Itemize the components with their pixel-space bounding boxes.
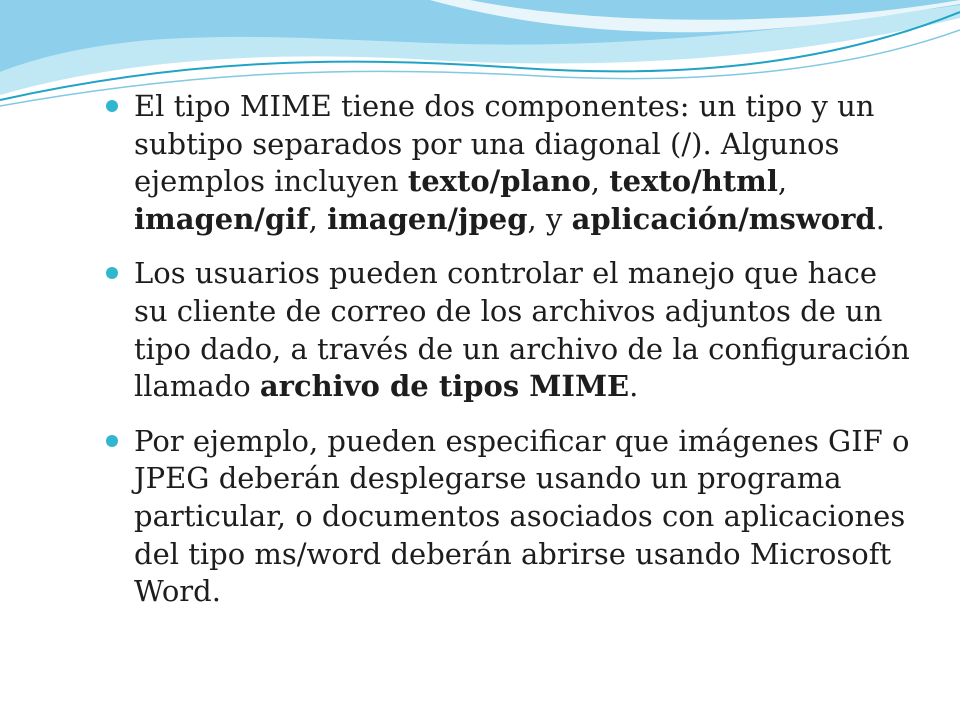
bullet-item bbox=[106, 88, 916, 238]
bullet-item bbox=[106, 423, 916, 611]
bullet-bold-term: aplicación/msword bbox=[571, 201, 876, 236]
bullet-bold-term: imagen/gif bbox=[134, 201, 309, 236]
bullet-text-segment: . bbox=[875, 201, 885, 236]
bullet-dot-icon bbox=[106, 267, 118, 279]
bullet-bold-term: texto/plano bbox=[407, 164, 591, 199]
bullet-dot-icon bbox=[106, 100, 118, 112]
bullet-text bbox=[134, 89, 885, 236]
bullet-text-segment: , bbox=[590, 164, 610, 199]
bullet-item bbox=[106, 255, 916, 405]
bullet-text-segment: . bbox=[629, 369, 639, 404]
bullet-text bbox=[134, 256, 910, 403]
bullet-text bbox=[134, 424, 909, 608]
bullet-text-segment: Por ejemplo, pueden especificar que imágenes GIF o JPEG deberán desplegarse usando un programa particular, o documentos asociados con aplicaciones del tipo ms/word deberán abrirse usando Microsoft Word. bbox=[134, 423, 910, 609]
bullet-text-segment: Los usuarios pueden controlar el manejo que hace su cliente de correo de los archivos adjuntos de un tipo dado, a través de un archivo de la configuración llamado bbox=[134, 256, 910, 404]
bullet-bold-term: archivo de tipos MIME bbox=[259, 369, 630, 404]
bullet-bold-term: texto/html bbox=[609, 164, 778, 199]
bullet-bold-term: imagen/jpeg bbox=[327, 201, 528, 236]
bullet-text-segment: , bbox=[308, 201, 328, 236]
bullet-text-segment: , y bbox=[527, 201, 572, 236]
bullet-text-segment: El tipo MIME tiene dos componentes: un tipo y un subtipo separados por una diagonal (/). Algunos ejemplos incluyen bbox=[134, 89, 875, 199]
bullet-dot-icon bbox=[106, 435, 118, 447]
bullet-list bbox=[106, 88, 916, 628]
bullet-text-segment: , bbox=[777, 164, 788, 199]
